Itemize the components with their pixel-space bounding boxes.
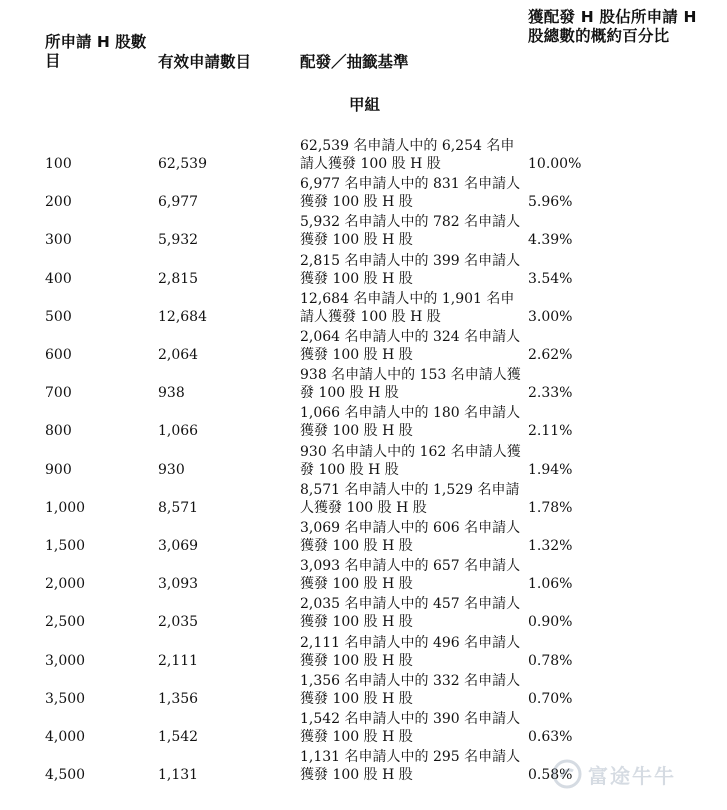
cell-percentage: 4.39%: [528, 232, 573, 249]
cell-valid-applications: 938: [158, 385, 185, 402]
cell-shares: 600: [45, 347, 72, 363]
table-row: [0, 251, 727, 289]
table-row: [0, 289, 727, 327]
cell-allotment-basis: 62,539 名申請人中的 6,254 名申請人獲發 100 股 H 股: [300, 138, 515, 172]
cell-allotment-basis: 2,111 名申請人中的 496 名申請人獲發 100 股 H 股: [300, 634, 521, 669]
cell-percentage: 3.00%: [528, 308, 573, 325]
cell-valid-applications: 8,571: [158, 499, 199, 516]
cell-shares: 3,500: [45, 690, 86, 707]
cell-valid-applications: 2,035: [158, 614, 199, 631]
cell-percentage: 1.06%: [528, 576, 573, 593]
table-row: [0, 174, 727, 212]
cell-allotment-basis: 1,356 名申請人中的 332 名申請人獲發 100 股 H 股: [300, 672, 521, 707]
cell-allotment-basis: 1,131 名申請人中的 295 名申請人獲發 100 股 H 股: [300, 749, 521, 784]
cell-allotment-basis: 2,035 名申請人中的 457 名申請人獲發 100 股 H 股: [300, 596, 521, 631]
cell-shares: 1,000: [45, 499, 86, 516]
cell-percentage: 2.62%: [528, 347, 573, 363]
cell-percentage: 3.54%: [528, 270, 573, 287]
cell-shares: 500: [45, 308, 72, 325]
cell-percentage: 0.58%: [528, 767, 573, 784]
cell-allotment-basis: 938 名申請人中的 153 名申請人獲發 100 股 H 股: [300, 367, 521, 402]
cell-shares: 200: [45, 194, 72, 211]
cell-shares: 2,500: [45, 614, 86, 631]
header-valid-applications: 有效申請數目: [158, 53, 252, 71]
cell-valid-applications: 2,815: [158, 270, 199, 287]
watermark: [552, 757, 712, 791]
cell-valid-applications: 5,932: [158, 232, 199, 249]
cell-shares: 4,000: [45, 729, 86, 745]
table-row: [0, 442, 727, 480]
futu-logo-icon: [552, 759, 582, 789]
cell-valid-applications: 6,977: [158, 194, 199, 211]
cell-percentage: 0.78%: [528, 652, 573, 669]
table-row: [0, 212, 727, 250]
cell-allotment-basis: 2,815 名申請人中的 399 名申請人獲發 100 股 H 股: [300, 252, 521, 287]
cell-percentage: 0.90%: [528, 614, 573, 631]
cell-valid-applications: 1,131: [158, 767, 199, 784]
cell-valid-applications: 3,093: [158, 576, 199, 593]
cell-shares: 100: [45, 156, 72, 172]
cell-percentage: 1.94%: [528, 461, 573, 478]
table-row: [0, 327, 727, 365]
table-row: [0, 556, 727, 594]
cell-shares: 2,000: [45, 576, 86, 593]
cell-allotment-basis: 6,977 名申請人中的 831 名申請人獲發 100 股 H 股: [300, 176, 521, 211]
cell-percentage: 2.33%: [528, 385, 573, 402]
cell-percentage: 0.63%: [528, 729, 573, 745]
cell-percentage: 5.96%: [528, 194, 573, 211]
cell-allotment-basis: 8,571 名申請人中的 1,529 名申請人獲發 100 股 H 股: [300, 481, 520, 516]
cell-allotment-basis: 1,066 名申請人中的 180 名申請人獲發 100 股 H 股: [300, 405, 521, 440]
header-shares-applied: 所申請 H 股數目: [45, 33, 147, 70]
cell-shares: 900: [45, 461, 72, 478]
table-row: [0, 709, 727, 747]
table-row: [0, 136, 727, 174]
table-row: [0, 594, 727, 632]
table-row: [0, 403, 727, 441]
cell-percentage: 1.78%: [528, 499, 573, 516]
cell-percentage: 1.32%: [528, 538, 573, 554]
cell-allotment-basis: 2,064 名申請人中的 324 名申請人獲發 100 股 H 股: [300, 329, 521, 363]
table-row: [0, 480, 727, 518]
table-row: [0, 671, 727, 709]
cell-valid-applications: 930: [158, 461, 185, 478]
cell-valid-applications: 1,356: [158, 690, 199, 707]
cell-shares: 300: [45, 232, 72, 249]
cell-valid-applications: 12,684: [158, 308, 207, 325]
cell-shares: 3,000: [45, 652, 86, 669]
cell-allotment-basis: 3,093 名申請人中的 657 名申請人獲發 100 股 H 股: [300, 558, 521, 593]
cell-shares: 400: [45, 270, 72, 287]
header-allotment-basis: 配發／抽籤基準: [300, 53, 409, 71]
cell-shares: 4,500: [45, 767, 86, 784]
table-row: [0, 365, 727, 403]
watermark-text: 富途牛牛: [588, 763, 676, 788]
cell-valid-applications: 1,066: [158, 423, 199, 440]
cell-allotment-basis: 5,932 名申請人中的 782 名申請人獲發 100 股 H 股: [300, 214, 521, 249]
cell-allotment-basis: 12,684 名申請人中的 1,901 名申請人獲發 100 股 H 股: [300, 290, 515, 325]
cell-valid-applications: 62,539: [158, 156, 207, 172]
cell-shares: 700: [45, 385, 72, 402]
table-row: [0, 518, 727, 556]
table-row: [0, 633, 727, 671]
group-title: 甲組: [349, 96, 381, 114]
cell-shares: 1,500: [45, 538, 86, 554]
cell-shares: 800: [45, 423, 72, 440]
cell-allotment-basis: 1,542 名申請人中的 390 名申請人獲發 100 股 H 股: [300, 711, 521, 745]
cell-valid-applications: 2,111: [158, 652, 199, 669]
cell-percentage: 10.00%: [528, 156, 582, 172]
cell-valid-applications: 1,542: [158, 729, 199, 745]
cell-valid-applications: 3,069: [158, 538, 199, 554]
cell-allotment-basis: 3,069 名申請人中的 606 名申請人獲發 100 股 H 股: [300, 520, 521, 554]
cell-percentage: 0.70%: [528, 690, 573, 707]
cell-valid-applications: 2,064: [158, 347, 199, 363]
cell-allotment-basis: 930 名申請人中的 162 名申請人獲發 100 股 H 股: [300, 443, 521, 478]
header-percentage: 獲配發 H 股佔所申請 H 股總數的概約百分比: [528, 8, 697, 45]
cell-percentage: 2.11%: [528, 423, 573, 440]
